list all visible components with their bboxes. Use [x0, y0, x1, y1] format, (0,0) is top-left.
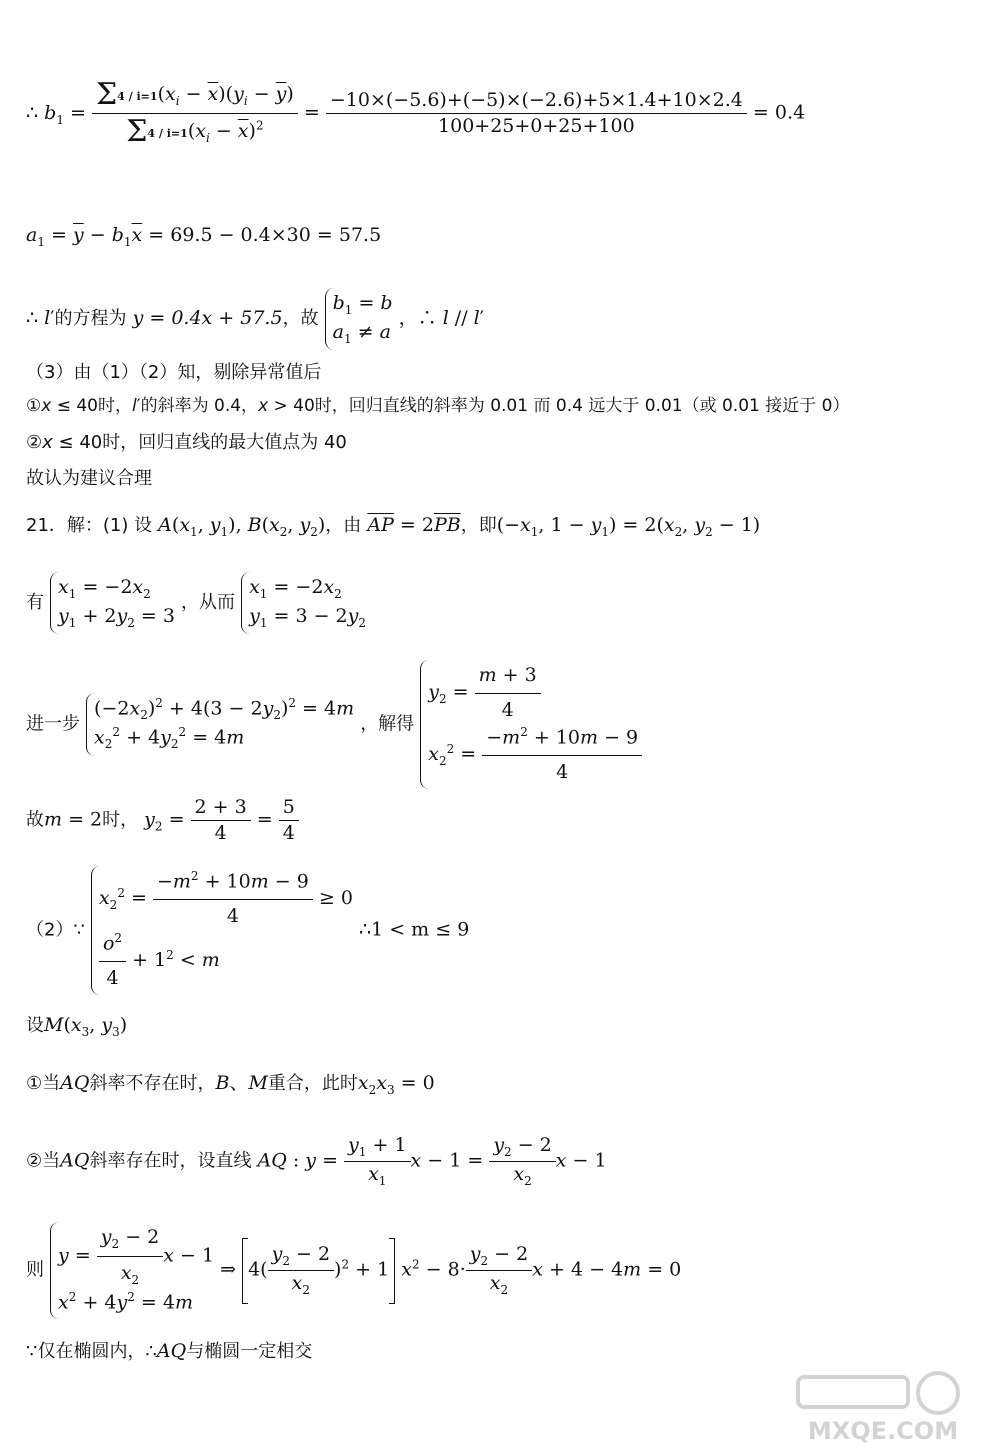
part2-line: （2）∵ $x_2^2$ = $\frac{-m^2 + 10m - 9}{4}$ ≥ 0 $\frac{o^2}{4}$ + $1^2 < m$ ∴1 < m ≤ 9: [26, 866, 469, 995]
substitution-line: 则 y = $\frac{y_2 - 2}{x_2}$ x − 1 $x^2 + 4y^2 = 4m$ ⇒ 4( $\frac{y_2 - 2}{x_2}$ )$^2$ + 1 $x^2 - 8\cdot$ $\frac{y_2 - 2}{x_2}$ x + 4 − 4m = 0: [26, 1222, 681, 1319]
b1-definition-fraction: $\frac{\Sigma 4 / i=1(x_i - \overline{x})(y_i - \overline{y})}{\Sigma 4 / i=1(x_i - \overline{x})^2}$: [92, 80, 298, 147]
case-2-line: ②当AQ斜率存在时，设直线 AQ : y = $\frac{y_1 + 1}{x_1}$ x − 1 = $\frac{y_2 - 2}{x_2}$ x − 1: [26, 1134, 607, 1188]
b1-numeric-fraction: $\frac{-10\times(-5.6)+(-5)\times(-2.6)+5\times 1.4+10\times 2.4}{100+25+0+25+100}$: [326, 91, 747, 136]
item-1: ①x ≤ 40时，l′的斜率为 0.4，x > 40时，回归直线的斜率为 0.01 而 0.4 远大于 0.01（或 0.01 接近于 0）: [26, 396, 850, 416]
a1-line: $a_1 = \overline{y} - b_1\overline{x} = 69.5 - 0.4\times 30 = 57.5$: [26, 224, 382, 249]
case-1-line: ①当AQ斜率不存在时，B、M重合，此时$x_2x_3 = 0$: [26, 1072, 435, 1097]
b1-result: = 0.4: [752, 101, 806, 124]
conclusion: 故认为建议合理: [26, 468, 152, 489]
set-m-line: 设$M(x_3$, $y_3$): [26, 1014, 128, 1039]
system-2-line: 进一步 $(-2x_2)^2 + 4(3 - 2y_2)^2 = 4m$ $x_2^2 + 4y_2^2 = 4m$ ，解得 $y_2$ = $\frac{m + 3}{4}$ $x_2^2$ = $\frac{-m^2 + 10m - 9}{4}$: [26, 660, 642, 789]
lprime-line: ∴ l′的方程为 y = 0.4x + 57.5，故 $b_1 = b$ $a_1 \ne a$ ，∴ l // l′: [26, 288, 484, 350]
system-1-line: 有 $x_1 = -2x_2$ $y_1 + 2y_2 = 3$ ，从而 $x_1 = -2x_2$ $y_1 = 3 - 2y_2$: [26, 572, 366, 634]
watermark-logo: [788, 1369, 978, 1447]
part3-heading: （3）由（1）（2）知，剔除异常值后: [26, 362, 322, 383]
item-2: ②x ≤ 40时，回归直线的最大值点为 40: [26, 432, 347, 453]
final-line: ∵仅在椭圆内，∴AQ与椭圆一定相交: [26, 1340, 313, 1362]
watermark-text: MXQE.COM: [807, 1417, 959, 1445]
b1-formula: ∴ $b_1$ = $\frac{\Sigma 4 / i=1(x_i - \overline{x})(y_i - \overline{y})}{\Sigma 4 / i=1(x_i - \overline{x})^2}$ = $\frac{-10\times(-5.6)+(-5)\times(-2.6)+5\times 1.4+10\times 2.4}{100+25+0+25+100}$ = 0.4: [26, 77, 806, 149]
m-equals-2-line: 故m = 2时， $y_2$ = $\frac{2 + 3}{4}$ = $\frac{5}{4}$: [26, 798, 299, 843]
q21-line: 21．解：(1) 设 $A(x_1$, $y_1$), $B(x_2$, $y_2$)，由 $\overline{AP} = 2\overline{PB}$，即($-x_1$, $1 - y_1) = 2(x_2$, $y_2 - 1$): [26, 514, 761, 539]
